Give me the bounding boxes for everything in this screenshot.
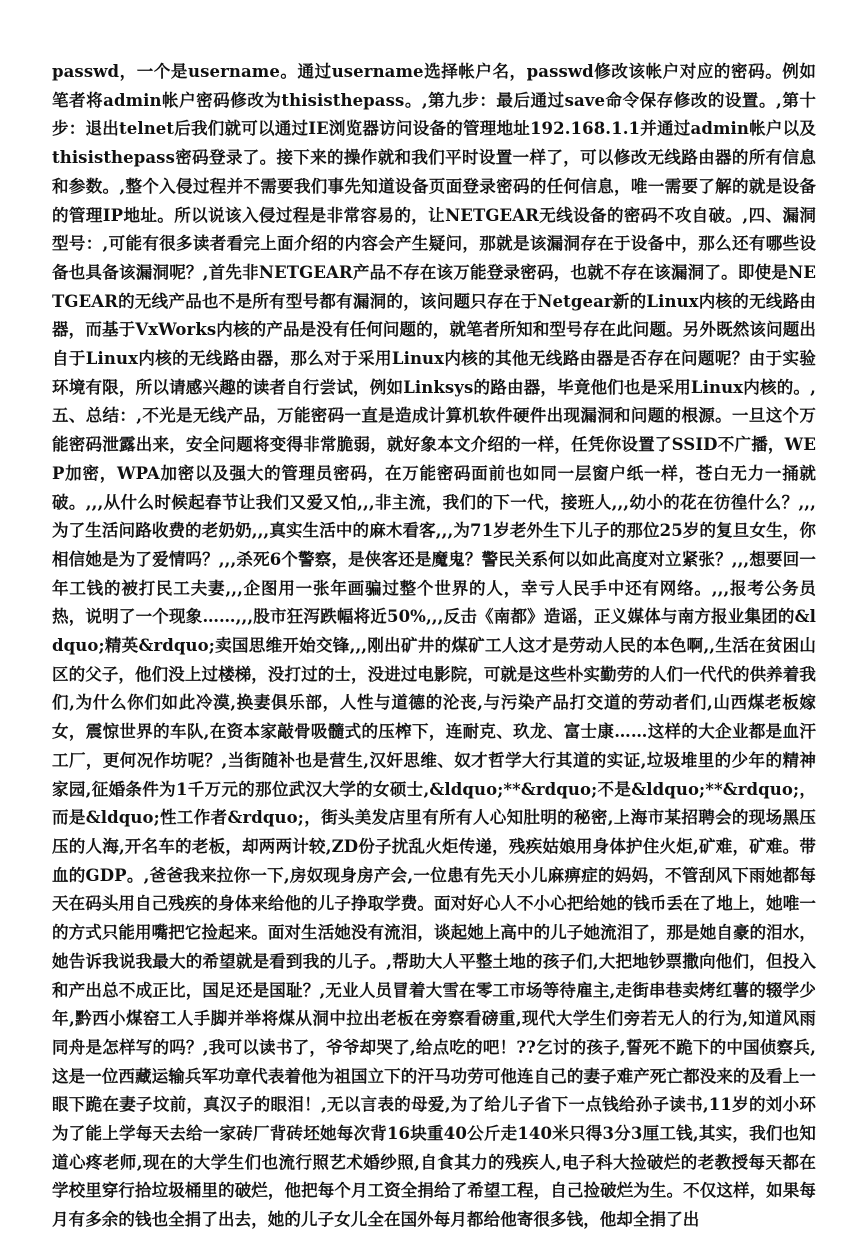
document-page [52,58,816,1230]
body-paragraph: passwd，一个是username。通过username选择帐户名，passwd修改该帐户对应的密码。例如笔者将admin帐户密码修改为thisisthepass。,第九步：最后通过save命令保存修改的设置。,第十步：退出telnet后我们就可以通过IE浏览器访问设备的管理地址192.168.1.1并通过admin帐户以及thisisthepass密码登录了。接下来的操作就和我们平时设置一样了，可以修改无线路由器的所有信息和参数。,整个入侵过程并不需要我们事先知道设备页面登录密码的任何信息，唯一需要了解的就是设备的管理IP地址。所以说该入侵过程是非常容易的，让NETGEAR无线设备的密码不攻自破。,四、漏洞型号：,可能有很多读者看完上面介绍的内容会产生疑问，那就是该漏洞存在于设备中，那么还有哪些设备也具备该漏洞呢？,首先非NETGEAR产品不存在该万能登录密码，也就不存在该漏洞了。即使是NETGEAR的无线产品也不是所有型号都有漏洞的，该问题只存在于Netgear新的Linux内核的无线路由器，而基于VxWorks内核的产品是没有任何问题的，就笔者所知和型号存在此问题。另外既然该问题出自于Linux内核的无线路由器，那么对于采用Linux内核的其他无线路由器是否存在问题呢？由于实验环境有限，所以请感兴趣的读者自行尝试，例如Linksys的路由器，毕竟他们也是采用Linux内核的。,五、总结：,不光是无线产品，万能密码一直是造成计算机软件硬件出现漏洞和问题的根源。一旦这个万能密码泄露出来，安全问题将变得非常脆弱，就好象本文介绍的一样，任凭你设置了SSID不广播，WEP加密，WPA加密以及强大的管理员密码，在万能密码面前也如同一层窗户纸一样，苍白无力一捅就破。,,,从什么时候起春节让我们又爱又怕,,,非主流，我们的下一代，接班人,,,幼小的花在彷徨什么？,,,为了生活问路收费的老奶奶,,,真实生活中的麻木看客,,,为71岁老外生下儿子的那位25岁的复旦女生，你相信她是为了爱情吗？,,,杀死6个警察，是侠客还是魔鬼？警民关系何以如此高度对立紧张？,,,想要回一年工钱的被打民工夫妻,,,企图用一张年画骗过整个世界的人，幸亏人民手中还有网络。,,,报考公务员热，说明了一个现象……,,,股市狂泻跌幅将近50%,,,反击《南都》造谣，正义媒体与南方报业集团的&ldquo;精英&rdquo;卖国思维开始交锋,,,刚出矿井的煤矿工人这才是劳动人民的本色啊,,生活在贫困山区的父子，他们没上过楼梯，没打过的士，没进过电影院，可就是这些朴实勤劳的人们一代代的供养着我们,为什么你们如此冷漠,换妻俱乐部，人性与道德的沦丧,与污染产品打交道的劳动者们,山西煤老板嫁女，震惊世界的车队,在资本家敲骨吸髓式的压榨下，连耐克、玖龙、富士康……这样的大企业都是血汗工厂，更何况作坊呢？,当街随补也是营生,汉奸思维、奴才哲学大行其道的实证,垃圾堆里的少年的精神家园,征婚条件为1千万元的那位武汉大学的女硕士,&ldquo;**&rdquo;不是&ldquo;**&rdquo;，而是&ldquo;性工作者&rdquo;，街头美发店里有所有人心知肚明的秘密,上海市某招聘会的现场黑压压的人海,开名车的老板，却两两计较,ZD份子扰乱火炬传递，残疾姑娘用身体护住火炬,矿难，矿难。带血的GDP。,爸爸我来拉你一下,房奴现身房产会,一位患有先天小儿麻痹症的妈妈，不管刮风下雨她都每天在码头用自己残疾的身体来给他的儿子挣取学费。面对好心人不小心把给她的钱币丢在了地上，她唯一的方式只能用嘴把它捡起来。面对生活她没有流泪，谈起她上高中的儿子她流泪了，那是她自豪的泪水，她告诉我说我最大的希望就是看到我的儿子。,帮助大人平整土地的孩子们,大把地钞票撒向他们，但投入和产出总不成正比，国足还是国耻？,无业人员冒着大雪在零工市场等待雇主,走街串巷卖烤红薯的辍学少年,黔西小煤窑工人手脚并举将煤从洞中拉出老板在旁察看磅重,现代大学生们旁若无人的行为,知道风雨同舟是怎样写的吗？,我可以读书了，爷爷却哭了,给点吃的吧！??乞讨的孩子,誓死不跪下的中国侦察兵,这是一位西藏运输兵军功章代表着他为祖国立下的汗马功劳可他连自己的妻子难产死亡都没来的及看上一眼下跪在妻子坟前，真汉子的眼泪！,无以言表的母爱,为了给儿子省下一点钱给孙子读书,11岁的刘小环为了能上学每天去给一家砖厂背砖坯她每次背16块重40公斤走140米只得3分3厘工钱,其实，我们也知道心疼老师,现在的大学生们也流行照艺术婚纱照,自食其力的残疾人,电子科大捡破烂的老教授每天都在学校里穿行拾垃圾桶里的破烂，他把每个月工资全捐给了希望工程，自己捡破烂为生。不仅这样，如果每月有多余的钱也全捐了出去，她的儿子女儿全在国外每月都给他寄很多钱，他却全捐了出 [52,62,816,1230]
